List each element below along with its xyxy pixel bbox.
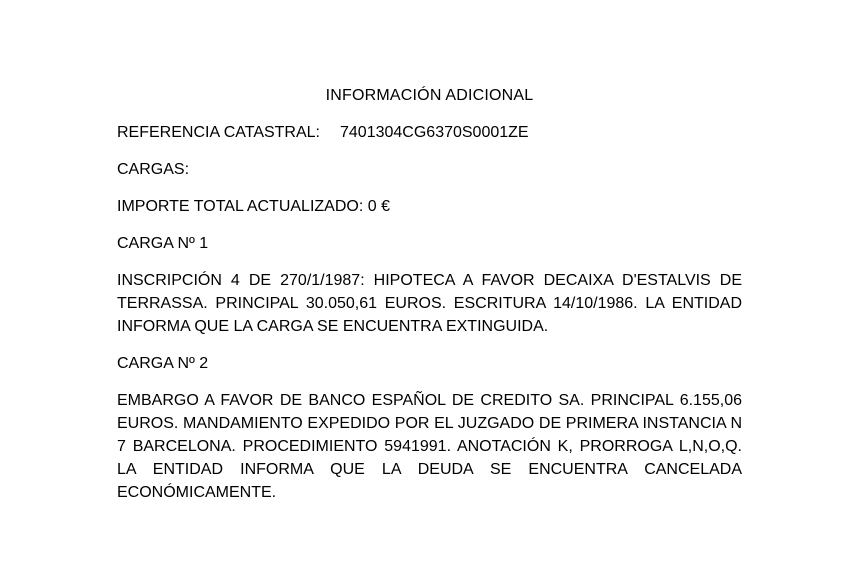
referencia-catastral-label: REFERENCIA CATASTRAL:	[117, 124, 320, 141]
referencia-catastral-line	[117, 121, 742, 144]
carga-1-body: INSCRIPCIÓN 4 DE 270/1/1987: HIPOTECA A FAVOR DECAIXA D'ESTALVIS DE TERRASSA. PRINCIPAL 30.050,61 EUROS. ESCRITURA 14/10/1986. LA ENTIDAD INFORMA QUE LA CARGA SE ENCUENTRA EXTINGUIDA.	[117, 272, 742, 335]
cargas-heading: CARGAS:	[117, 161, 190, 178]
carga-1-heading: CARGA Nº 1	[117, 235, 209, 252]
referencia-catastral-value: 7401304CG6370S0001ZE	[340, 124, 529, 141]
importe-total-line: IMPORTE TOTAL ACTUALIZADO: 0 €	[117, 198, 390, 215]
document-title: INFORMACIÓN ADICIONAL	[325, 87, 534, 104]
carga-2-heading: CARGA Nº 2	[117, 355, 209, 372]
carga-2-body: EMBARGO A FAVOR DE BANCO ESPAÑOL DE CREDITO SA. PRINCIPAL 6.155,06 EUROS. MANDAMIENTO EXPEDIDO POR EL JUZGADO DE PRIMERA INSTANCIA N 7 BARCELONA. PROCEDIMIENTO 5941991. ANOTACIÓN K, PRORROGA L,N,O,Q. LA ENTIDAD INFORMA QUE LA DEUDA SE ENCUENTRA CANCELADA ECONÓMICAMENTE.	[117, 392, 742, 501]
